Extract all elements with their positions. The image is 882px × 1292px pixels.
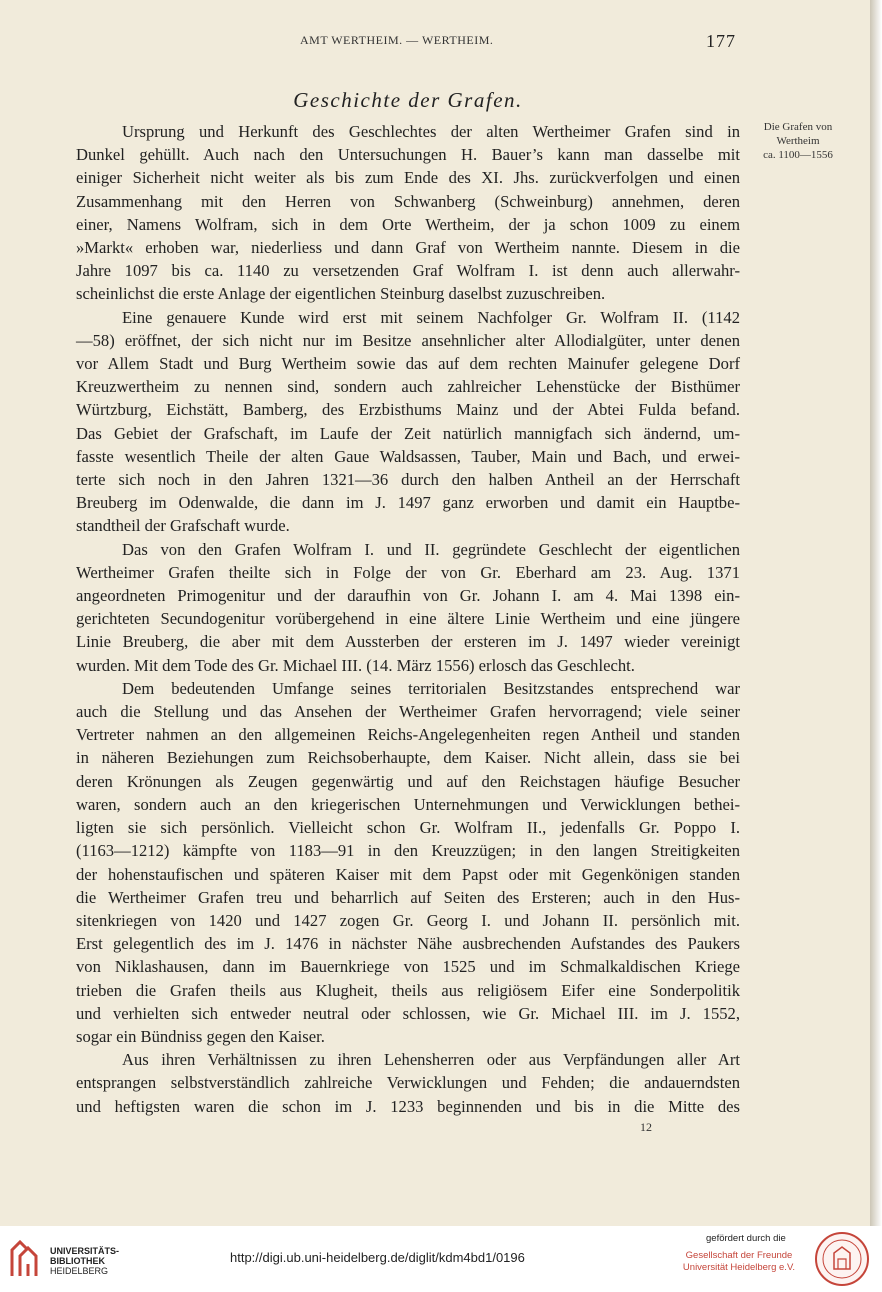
library-name-line: UNIVERSITÄTS- [50, 1246, 120, 1256]
text-line: ligten sie sich persönlich. Vielleicht schon Gr. Wolfram II., jedenfalls Gr. Poppo I. [76, 818, 740, 838]
text-line: Ursprung und Herkunft des Geschlechtes der alten Wertheimer Grafen sind in [122, 122, 740, 141]
text-line: Erst gelegentlich des im J. 1476 in nächster Nähe ausbrechenden Aufstandes des Paukers [76, 934, 740, 954]
text-line: trieben die Grafen theils aus Klugheit, theils aus religiösem Eifer eine Sonderpolitik [76, 980, 740, 1000]
text-line: Breuberg im Odenwalde, die dann im J. 1497 ganz erworben und damit ein Hauptbe- [76, 493, 740, 513]
text-line: vor Allem Stadt und Burg Wertheim sowie das auf dem rechten Mainufer gelegene Dorf [76, 354, 740, 374]
text-line: Das von den Grafen Wolfram I. und II. gegründete Geschlecht der eigentlichen [122, 539, 740, 559]
page-edge-shadow [870, 0, 882, 1226]
text-line: Linie Breuberg, die aber mit dem Aussterben der ersteren im J. 1497 wieder vereinigt [76, 632, 740, 652]
text-line: einiger Sicherheit nicht weiter als bis zum Ende des XI. Jhs. zurückverfolgen und einen [76, 168, 740, 188]
text-line: und heftigsten waren die schon im J. 1233 beginnenden und bis in die Mitte des [76, 1096, 740, 1116]
university-seal-icon [814, 1231, 870, 1287]
text-line: wurden. Mit dem Tode des Gr. Michael III. (14. März 1556) erlosch das Geschlecht. [76, 655, 635, 675]
text-line: Wertheimer Grafen theilte sich in Folge der von Gr. Eberhard am 23. Aug. 1371 [76, 562, 740, 582]
text-line: Jahre 1097 bis ca. 1140 zu versetzenden Graf Wolfram I. ist denn auch allerwahr- [76, 261, 740, 281]
text-line: standtheil der Grafschaft wurde. [76, 516, 290, 536]
text-line: auch die Stellung und das Ansehen der Wertheimer Grafen hervorragend; viele seiner [76, 702, 740, 722]
text-line: Eine genauere Kunde wird erst mit seinem Nachfolger Gr. Wolfram II. (1142 [122, 307, 740, 327]
text-line: angeordneten Primogenitur und der daraufhin von Gr. Johann I. am 4. Mai 1398 ein- [76, 586, 740, 606]
library-logo-icon [8, 1236, 42, 1280]
running-head: AMT WERTHEIM. — WERTHEIM. [300, 33, 494, 47]
text-line: in näheren Beziehungen zum Reichsoberhaupte, dem Kaiser. Nicht allein, dass sie bei [76, 748, 740, 768]
text-line: Zusammenhang mit den Herren von Schwanberg (Schweinburg) annehmen, deren [76, 191, 740, 211]
text-line: gerichteten Secundogenitur vorübergehend in eine ältere Linie Wertheim und eine jüngere [76, 609, 740, 629]
signature-mark: 12 [640, 1120, 652, 1134]
sponsor-name-line: Universität Heidelberg e.V. [682, 1262, 796, 1273]
text-line: (1163—1212) kämpfte von 1183—91 in den Kreuzzügen; in den langen Streitigkeiten [76, 841, 740, 861]
section-title: Geschichte der Grafen. [293, 88, 523, 112]
library-name-line: BIBLIOTHEK [50, 1256, 105, 1266]
text-line: Dem bedeutenden Umfange seines territorialen Besitzstandes entsprechend war [122, 678, 740, 698]
text-line: terte sich noch in den Jahren 1321—36 durch den halben Antheil an der Herrschaft [76, 470, 740, 490]
text-line: scheinlichst die erste Anlage der eigentlichen Steinburg daselbst zuzuschreiben. [76, 284, 606, 304]
sponsor-name-line: Gesellschaft der Freunde [685, 1250, 793, 1261]
source-url[interactable]: http://digi.ub.uni-heidelberg.de/diglit/kdm4bd1/0196 [230, 1250, 525, 1265]
text-line: einer, Namens Wolfram, sich in dem Orte Wertheim, der ja schon 1009 zu einem [76, 214, 740, 234]
sponsor-name [680, 1250, 798, 1274]
text-line: entsprangen selbstverständlich zahlreiche Verwicklungen und Fehden; die andauerndsten [76, 1073, 740, 1093]
margin-note-line: Die Grafen von [763, 121, 833, 133]
margin-note-line: ca. 1100—1556 [763, 149, 833, 161]
library-name [50, 1246, 119, 1276]
body-text [76, 120, 740, 1118]
text-line: sitenkriegen von 1420 und 1427 zogen Gr. Georg I. und Johann II. persönlich mit. [76, 910, 740, 930]
text-line: sogar ein Bündniss gegen den Kaiser. [76, 1026, 325, 1046]
sponsor-intro: gefördert durch die [706, 1233, 786, 1244]
text-line: von Niklashausen, dann im Bauernkriege von 1525 und im Schmalkaldischen Kriege [76, 957, 740, 977]
text-line: —58) eröffnet, der sich nicht nur im Besitze ansehnlicher alter Allodialgüter, unter denen [76, 330, 740, 350]
text-line: Vertreter nahmen an den allgemeinen Reichs-Angelegenheiten regen Antheil und standen [76, 725, 740, 745]
margin-note [748, 120, 848, 162]
text-line: Aus ihren Verhältnissen zu ihren Lehensherren oder aus Verpfändungen aller Art [122, 1050, 740, 1070]
text-line: der hohenstaufischen und späteren Kaiser mit dem Papst oder mit Gegenkönigen standen [76, 864, 740, 884]
text-line: waren, sondern auch an den kriegerischen Unternehmungen und Verwicklungen bethei- [76, 794, 740, 814]
text-line: und verhielten sich entweder neutral oder schlossen, wie Gr. Michael III. im J. 1552, [76, 1003, 740, 1023]
text-line: »Markt« erhoben war, niederliess und dann Graf von Wertheim nannte. Diesem in die [76, 238, 740, 258]
library-name-line: HEIDELBERG [50, 1266, 109, 1276]
text-line: Dunkel gehüllt. Auch nach den Untersuchungen H. Bauer’s kann man dasselbe mit [76, 145, 740, 165]
text-line: fasste wesentlich Theile der alten Gaue Waldsassen, Tauber, Main und Bach, und erwei- [76, 446, 740, 466]
text-line: die Wertheimer Grafen treu und beharrlich auf Seiten des Ersteren; auch in den Hus- [76, 887, 740, 907]
text-line: Das Gebiet der Grafschaft, im Laufe der Zeit natürlich mannigfach sich ändernd, um- [76, 423, 740, 443]
text-line: Kreuzwertheim zu nennen sind, sondern auch zahlreicher Lehenstücke der Bisthümer [76, 377, 740, 397]
text-line: deren Krönungen als Zeugen gegenwärtig und auf den Reichstagen häufige Besucher [76, 771, 740, 791]
page-number: 177 [706, 31, 736, 51]
margin-note-line: Wertheim [776, 135, 820, 147]
text-line: Würtzburg, Eichstätt, Bamberg, des Erzbisthums Mainz und der Abtei Fulda befand. [76, 400, 740, 420]
